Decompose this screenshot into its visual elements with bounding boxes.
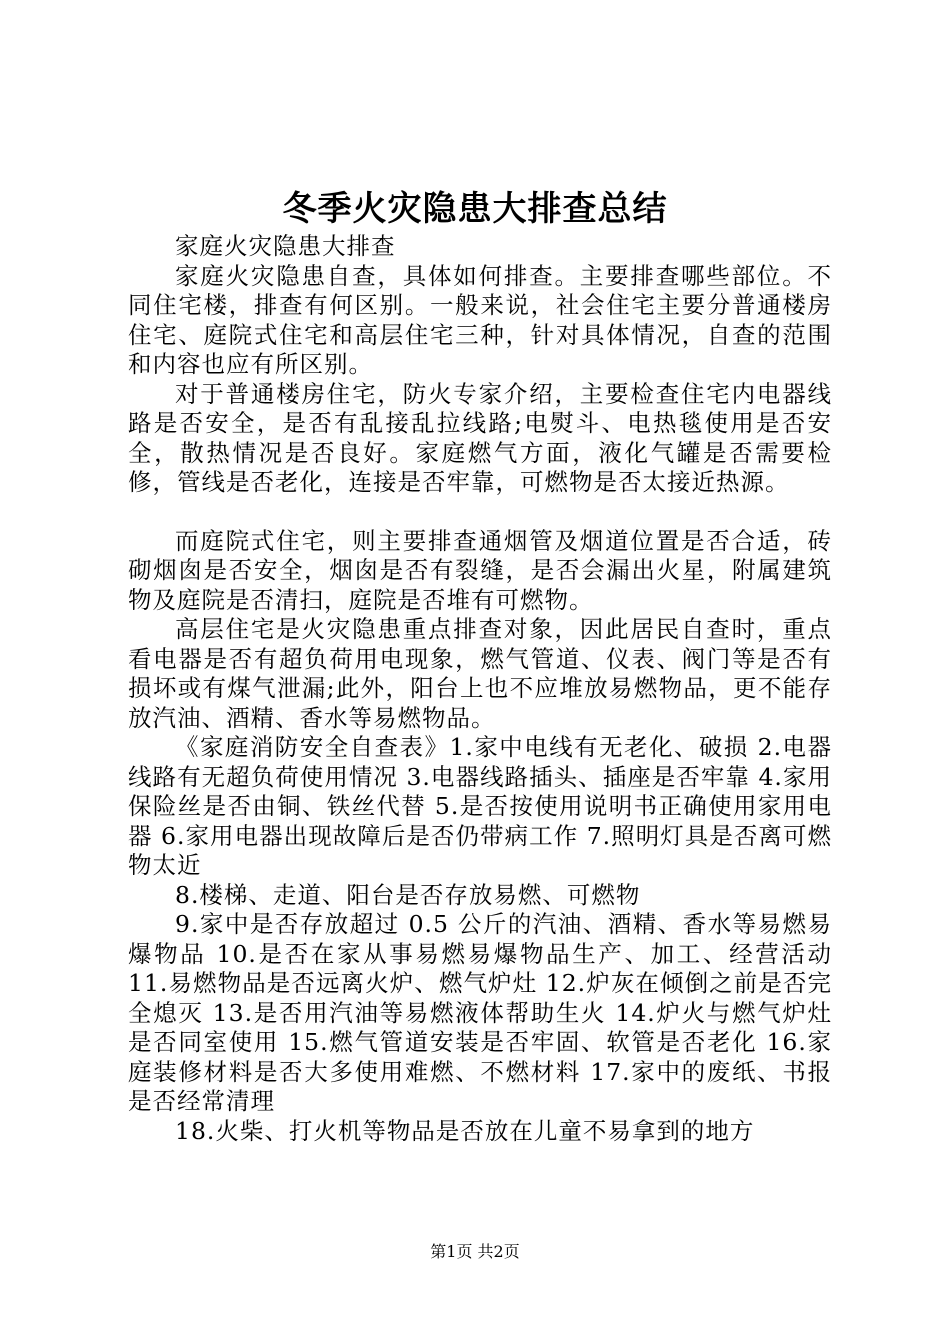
paragraph: 对于普通楼房住宅，防火专家介绍，主要检查住宅内电器线路是否安全，是否有乱接乱拉线路;电熨斗、电热毯使用是否安全，散热情况是否良好。家庭燃气方面，液化气罐是否需要检修，管线是否老化，连接是否牢靠，可燃物是否太接近热源。 (128, 379, 832, 496)
page-title: 冬季火灾隐患大排查总结 (282, 189, 668, 229)
paragraph: 而庭院式住宅，则主要排查通烟管及烟道位置是否合适，砖砌烟囱是否安全，烟囱是否有裂缝，是否会漏出火星，附属建筑物及庭院是否清扫，庭院是否堆有可燃物。 (128, 526, 832, 614)
paragraph: 家庭火灾隐患自查，具体如何排查。主要排查哪些部位。不同住宅楼，排查有何区别。一般来说，社会住宅主要分普通楼房住宅、庭院式住宅和高层住宅三种，针对具体情况，自查的范围和内容也应有所区别。 (128, 261, 832, 378)
checklist-paragraph: 9.家中是否存放超过 0.5 公斤的汽油、酒精、香水等易燃易爆物品 10.是否在家从事易燃易爆物品生产、加工、经营活动 11.易燃物品是否远离火炉、燃气炉灶 12.炉灰在倾倒之前是否完全熄灭 13.是否用汽油等易燃液体帮助生火 14.炉火与燃气炉灶是否同室使用 15.燃气管道安装是否牢固、软管是否老化 16.家庭装修材料是否大多使用难燃、不燃材料 17.家中的废纸、书报是否经常清理 (128, 910, 832, 1115)
document-body (128, 232, 832, 1146)
page-footer: 第1页 共2页 (430, 1242, 520, 1261)
paragraph: 高层住宅是火灾隐患重点排查对象，因此居民自查时，重点看电器是否有超负荷用电现象，燃气管道、仪表、阀门等是否有损坏或有煤气泄漏;此外，阳台上也不应堆放易燃物品，更不能存放汽油、酒精、香水等易燃物品。 (128, 615, 832, 732)
checklist-paragraph: 8.楼梯、走道、阳台是否存放易燃、可燃物 (175, 880, 641, 909)
checklist-paragraph: 《家庭消防安全自查表》1.家中电线有无老化、破损 2.电器线路有无超负荷使用情况 3.电器线路插头、插座是否牢靠 4.家用保险丝是否由铜、铁丝代替 5.是否按使用说明书正确使用家用电器 6.家用电器出现故障后是否仍带病工作 7.照明灯具是否离可燃物太近 (128, 733, 832, 879)
checklist-paragraph: 18.火柴、打火机等物品是否放在儿童不易拿到的地方 (175, 1116, 755, 1145)
paragraph-heading: 家庭火灾隐患大排查 (175, 232, 396, 260)
